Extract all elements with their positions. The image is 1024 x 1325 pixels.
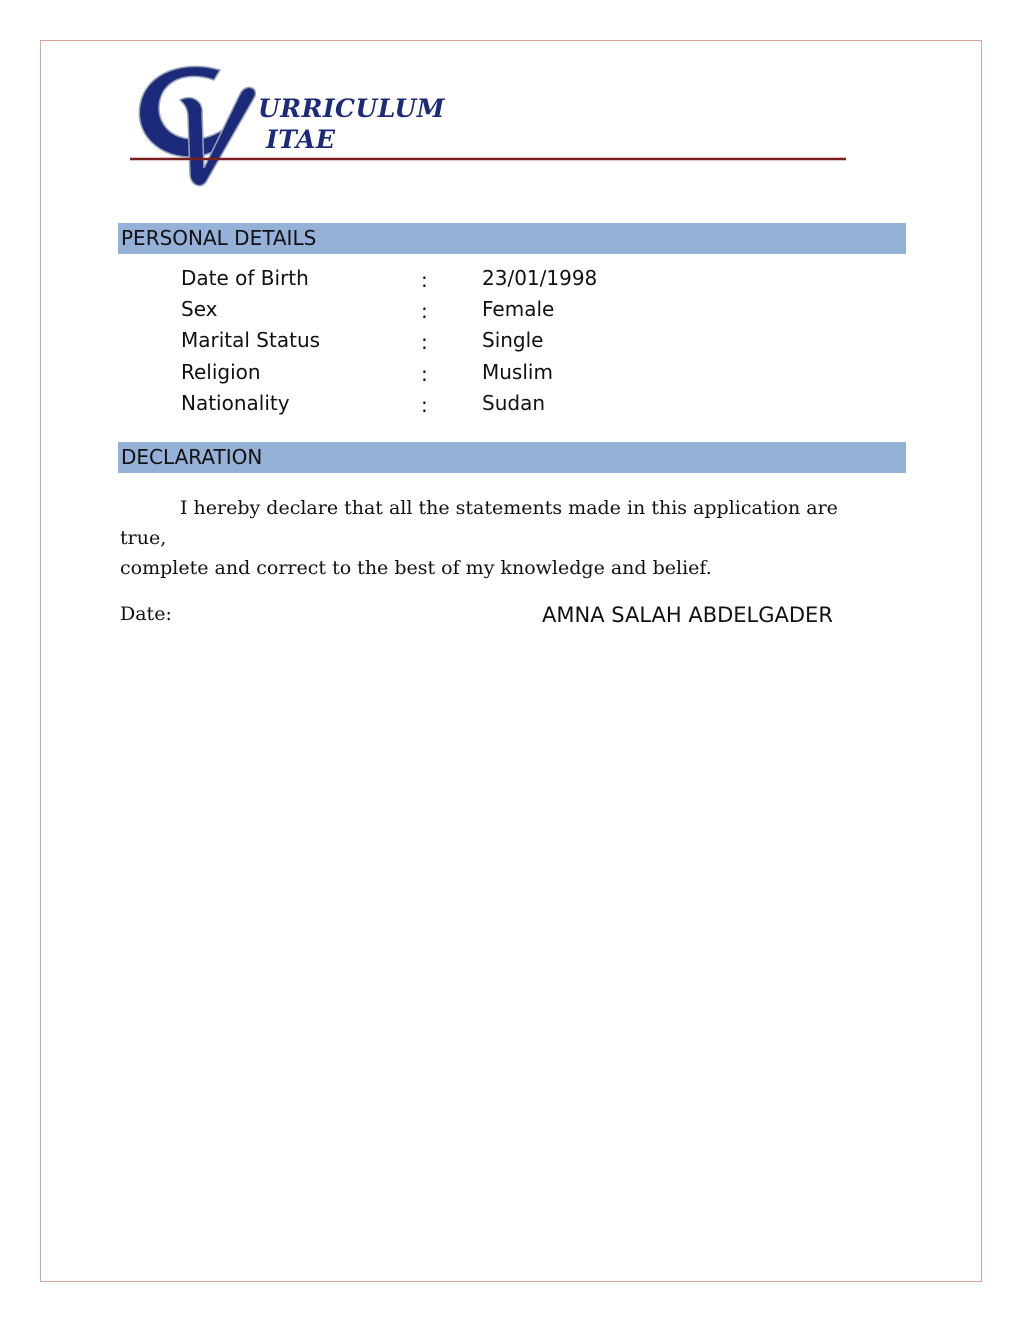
- date-label: Date:: [120, 603, 172, 625]
- personal-details-list: [181, 266, 781, 422]
- signature-name: AMNA SALAH ABDELGADER: [542, 603, 833, 627]
- detail-label: Sex: [181, 297, 218, 322]
- declaration-text: [120, 493, 880, 583]
- detail-label: Marital Status: [181, 328, 321, 353]
- detail-row-marital-status: [181, 328, 781, 359]
- logo-word-vitae: ITAE: [266, 125, 336, 154]
- detail-label: Religion: [181, 359, 261, 384]
- declaration-line-1-text: I hereby declare that all the statements made in this application are true,: [120, 497, 838, 549]
- detail-row-dob: [181, 266, 781, 297]
- cv-logo: [128, 60, 858, 190]
- detail-row-religion: [181, 360, 781, 391]
- detail-value: Single: [482, 328, 544, 353]
- detail-value: Female: [482, 297, 555, 322]
- section-heading-personal-details: PERSONAL DETAILS: [118, 223, 906, 254]
- detail-separator: :: [421, 361, 428, 386]
- section-heading-declaration: DECLARATION: [118, 442, 906, 473]
- detail-value: 23/01/1998: [482, 266, 598, 290]
- cv-logo-mark: [128, 60, 858, 190]
- detail-separator: :: [421, 330, 428, 355]
- detail-row-sex: [181, 297, 781, 328]
- detail-separator: :: [421, 392, 428, 417]
- detail-separator: :: [421, 299, 428, 324]
- declaration-line-2: complete and correct to the best of my knowledge and belief.: [120, 557, 712, 579]
- detail-separator: :: [421, 268, 428, 292]
- detail-label: Date of Birth: [181, 266, 309, 290]
- detail-value: Muslim: [482, 359, 553, 384]
- logo-word-curriculum: URRICULUM: [258, 94, 445, 123]
- detail-row-nationality: [181, 391, 781, 422]
- declaration-line-1: [120, 493, 880, 553]
- detail-value: Sudan: [482, 390, 545, 415]
- detail-label: Nationality: [181, 390, 290, 415]
